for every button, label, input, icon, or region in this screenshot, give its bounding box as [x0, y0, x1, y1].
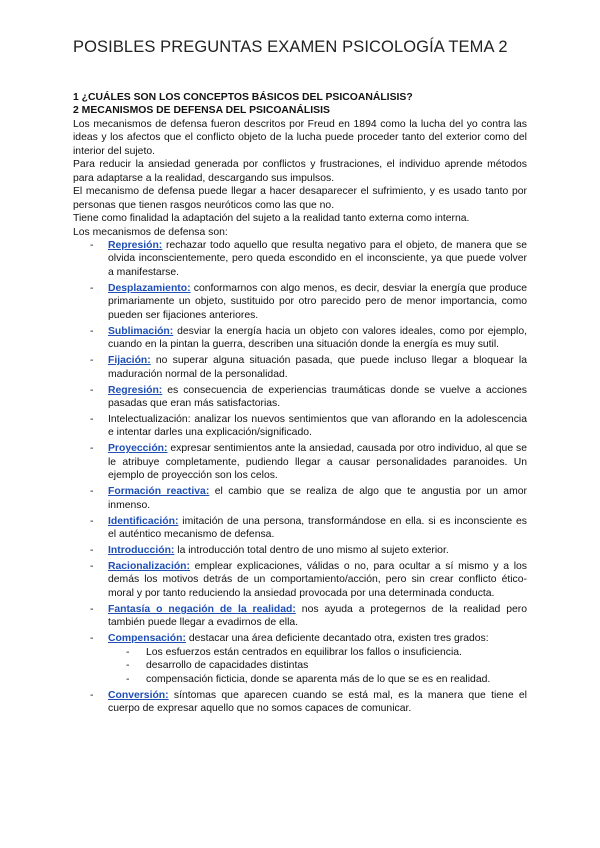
- compensation-grade-item: [108, 646, 527, 659]
- mechanism-description: emplear explicaciones, válidas o no, para ocultar a sí mismo y a los demás los motivos detrás de un comportamiento/acción, pero sin crear conflicto ético-moral y por tanto reduciendo la ansiedad provocada por una determinada conducta.: [108, 560, 527, 599]
- mechanism-term: Conversión:: [108, 689, 169, 701]
- mechanism-description: conformarnos con algo menos, es decir, desviar la energía que produce primariamente un objeto, sustituido por otro parecido pero de menor importancia, como pueden ser fijaciones anteriores.: [108, 282, 527, 321]
- mechanism-description: es consecuencia de experiencias traumáticas donde se vuelve a acciones pasadas que eran más satisfactorias.: [108, 384, 527, 409]
- mechanism-item-sublimacion: [73, 325, 527, 352]
- bullet-dash: -: [90, 384, 94, 396]
- compensation-grade-text: Los esfuerzos están centrados en equilibrar los fallos o insuficiencia.: [146, 646, 462, 658]
- bullet-dash: -: [90, 486, 94, 498]
- mechanism-description: expresar sentimientos ante la ansiedad, causada por otro individuo, al que se le atribuye completamente, pudiendo llegar a causar personalidades paranoides. Un ejemplo de proyección son los celos.: [108, 443, 527, 482]
- compensation-grade-item: [108, 673, 527, 686]
- bullet-dash: -: [90, 603, 94, 615]
- mechanism-item-proyeccion: [73, 442, 527, 482]
- mechanism-item-fijacion: [73, 354, 527, 381]
- bullet-dash: -: [126, 660, 130, 672]
- mechanism-description: desviar la energía hacia un objeto con valores ideales, como por ejemplo, cuando en la pintan la guerra, describen una situación donde la energía es muy sutil.: [108, 325, 527, 351]
- mechanism-description: el cambio que se realiza de algo que te angustia por un amor inmenso.: [108, 486, 527, 511]
- mechanism-description: síntomas que aparecen cuando se está mal, es la manera que tiene el cuerpo de expresar aquello que no somos capaces de comunicar.: [108, 689, 527, 714]
- bullet-dash: -: [90, 633, 94, 645]
- document-title: POSIBLES PREGUNTAS EXAMEN PSICOLOGÍA TEMA 2: [73, 38, 508, 56]
- bullet-dash: -: [90, 282, 94, 294]
- mechanism-description: no superar alguna situación pasada, que puede incluso llegar a bloquear la maduración normal de la personalidad.: [108, 355, 527, 380]
- defense-mechanism-list: [73, 239, 527, 715]
- mechanism-term: Desplazamiento:: [108, 282, 191, 294]
- bullet-dash: -: [90, 325, 94, 337]
- mechanism-item-conversion: [73, 689, 527, 716]
- mechanism-term: Identificación:: [108, 515, 179, 527]
- bullet-dash: -: [90, 239, 94, 251]
- compensation-grade-text: desarrollo de capacidades distintas: [146, 660, 309, 672]
- bullet-dash: -: [90, 443, 94, 455]
- bullet-dash: -: [126, 673, 130, 685]
- paragraph: El mecanismo de defensa puede llegar a hacer desaparecer el sufrimiento, y es usado tanto por personas que tienen rasgos neuróticos como las que no.: [73, 186, 527, 211]
- compensation-grade-text: compensación ficticia, donde se aparenta más de lo que se es en realidad.: [146, 673, 491, 685]
- mechanism-item-racionalizacion: [73, 560, 527, 600]
- paragraph: Para reducir la ansiedad generada por conflictos y frustraciones, el individuo aprende métodos para adaptarse a la realidad, descargando sus impulsos.: [73, 159, 527, 184]
- mechanism-term: Introducción:: [108, 545, 175, 556]
- paragraph: Los mecanismos de defensa fueron descritos por Freud en 1894 como la lucha del yo contra las ideas y los afectos que el conflicto objeto de la lucha puede proceder tanto del exterior como del interior del sujeto.: [73, 118, 527, 157]
- mechanism-description: imitación de una persona, transformándose en ella. si es inconsciente es el auténtico mecanismo de defensa.: [108, 515, 527, 541]
- bullet-dash: -: [90, 413, 94, 425]
- question-heading-2: 2 MECANISMOS DE DEFENSA DEL PSICOANÁLISIS: [73, 105, 330, 117]
- bullet-dash: -: [90, 689, 94, 701]
- mechanism-description: destacar una área deficiente decantado otra, existen tres grados:: [185, 633, 489, 645]
- mechanism-term: Racionalización:: [108, 560, 190, 572]
- mechanism-term: Regresión:: [108, 384, 163, 396]
- mechanism-description: nos ayuda a protegernos de la realidad pero también puede llegar a evadirnos de ella.: [108, 603, 527, 629]
- paragraph: Los mecanismos de defensa son:: [73, 226, 228, 238]
- mechanism-item-identificacion: [73, 515, 527, 542]
- bullet-dash: -: [126, 646, 130, 658]
- mechanism-term: Represión:: [108, 239, 163, 251]
- mechanism-item-desplazamiento: [73, 282, 527, 322]
- mechanism-item-compensacion: [73, 632, 527, 686]
- mechanism-term: Fijación:: [108, 355, 151, 367]
- bullet-dash: -: [90, 545, 94, 556]
- bullet-dash: -: [90, 560, 94, 572]
- mechanism-description: Intelectualización: analizar los nuevos sentimientos que van aflorando en la adolescencia e intentar darles una explicación/significado.: [108, 413, 527, 439]
- mechanism-item-fantasia: [73, 603, 527, 630]
- question-heading-1: 1 ¿CUÁLES SON LOS CONCEPTOS BÁSICOS DEL PSICOANÁLISIS?: [73, 92, 413, 103]
- mechanism-item-intelectualizacion: [73, 413, 527, 440]
- document-body: [73, 91, 527, 718]
- mechanism-term: Compensación:: [108, 633, 186, 645]
- mechanism-item-introduccion: [73, 544, 527, 557]
- mechanism-description: la introducción total dentro de uno mismo al sujeto exterior.: [174, 545, 449, 556]
- mechanism-description: rechazar todo aquello que resulta negativo para el objeto, de manera que se olvida inconscientemente, pero queda escondido en el inconsciente, ya que puede volver a manifestarse.: [108, 239, 527, 278]
- mechanism-item-formacion-reactiva: [73, 485, 527, 512]
- mechanism-item-regresion: [73, 384, 527, 411]
- compensation-grades-list: [108, 646, 527, 686]
- compensation-grade-item: [108, 659, 527, 672]
- mechanism-term: Proyección:: [108, 443, 168, 455]
- paragraph: Tiene como finalidad la adaptación del sujeto a la realidad tanto externa como interna.: [73, 213, 470, 225]
- mechanism-item-represion: [73, 239, 527, 279]
- bullet-dash: -: [90, 355, 94, 367]
- bullet-dash: -: [90, 515, 94, 527]
- mechanism-term: Formación reactiva:: [108, 486, 210, 498]
- mechanism-term: Fantasía o negación de la realidad:: [108, 603, 296, 615]
- mechanism-term: Sublimación:: [108, 325, 174, 337]
